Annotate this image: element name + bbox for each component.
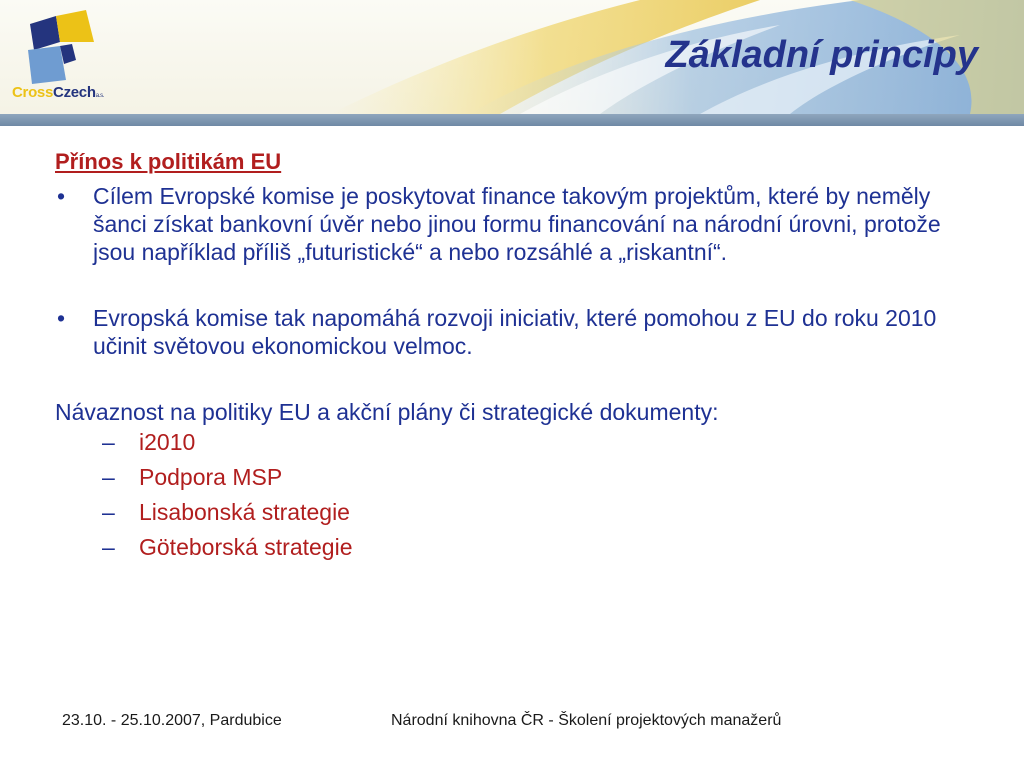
dash-symbol: – [102,464,115,490]
strategy-list [55,428,955,568]
list-item-label: Göteborská strategie [139,534,353,560]
slide-body [55,148,955,568]
dash-symbol: – [102,429,115,455]
footer-date-location: 23.10. - 25.10.2007, Pardubice [62,712,282,729]
bullet-text: Evropská komise tak napomáhá rozvoji iniciativ, které pomohou z EU do roku 2010 učinit světovou ekonomickou velmoc. [93,305,937,359]
list-item [55,428,955,463]
bullet-item [55,182,955,266]
slide-header [0,0,1024,126]
list-item [55,498,955,533]
header-divider [0,114,1024,126]
list-item-label: i2010 [139,429,196,455]
logo-text-czech: Czech [53,84,96,101]
bullet-symbol: • [57,183,66,209]
list-item-label: Podpora MSP [139,464,283,490]
section-heading: Přínos k politikám EU [55,149,282,174]
dash-symbol: – [102,534,115,560]
lead-text: Návaznost na politiky EU a akční plány či strategické dokumenty: [55,399,719,425]
list-item [55,463,955,498]
bullet-item [55,304,955,360]
list-item-label: Lisabonská strategie [139,499,350,525]
list-item [55,533,955,568]
crossczech-logo [10,6,130,106]
slide-title: Základní principy [665,34,978,76]
logo-text [12,84,104,101]
logo-mark-icon [10,6,110,86]
footer-event: Národní knihovna ČR - Školení projektových manažerů [391,712,782,729]
bullet-text: Cílem Evropské komise je poskytovat finance takovým projektům, které by neměly šanci získat bankovní úvěr nebo jinou formu financování na národní úrovni, protože jsou například příliš „futuristické“ a nebo rozsáhlé a „riskantní“. [93,183,941,265]
dash-symbol: – [102,499,115,525]
logo-text-cross: Cross [12,84,54,101]
bullet-symbol: • [57,305,66,331]
logo-text-suffix: a.s. [95,93,105,99]
